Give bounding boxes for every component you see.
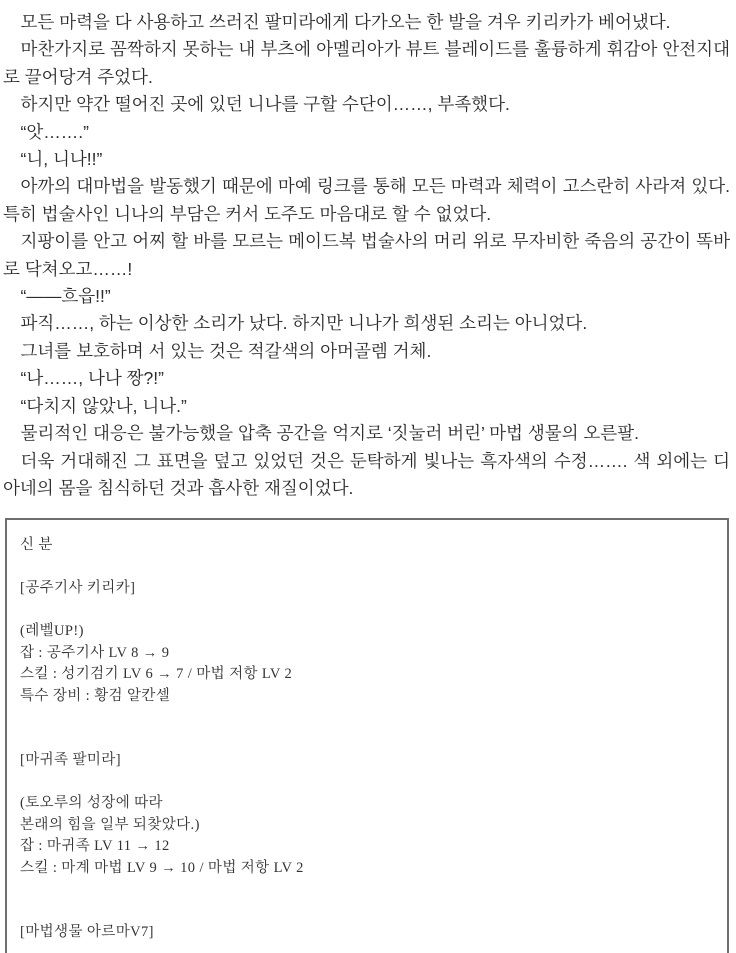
status-line-blank xyxy=(20,557,713,579)
status-line-blank xyxy=(20,772,713,794)
story-paragraph: 그녀를 보호하며 서 있는 것은 적갈색의 아머골렘 거체. xyxy=(20,340,432,361)
story-paragraph: “다치지 않았나, 니나.” xyxy=(20,395,187,416)
status-line-blank xyxy=(20,707,713,729)
status-skill-line: 스킬 : 성기검기 LV 6 → 7 / 마법 저항 LV 2 xyxy=(20,666,293,683)
story-paragraph: “니, 니나!!” xyxy=(20,149,103,170)
status-line-blank xyxy=(20,901,713,923)
story-paragraph: 파직……, 하는 이상한 소리가 났다. 하지만 니나가 희생된 소리는 아니었다. xyxy=(20,313,588,334)
status-skill-line: 스킬 : 마계 마법 LV 9 → 10 / 마법 저항 LV 2 xyxy=(20,859,304,876)
status-line-blank xyxy=(20,879,713,901)
story-paragraph: 마찬가지로 꼼짝하지 못하는 내 부츠에 아멜리아가 뷰트 블레이드를 훌륭하게 휘감아 안전지대로 끌어당겨 주었다. xyxy=(3,39,730,87)
status-levelup-note: (레벨UP!) xyxy=(20,623,84,640)
story-paragraph: 물리적인 대응은 불가능했을 압축 공간을 억지로 ‘짓눌러 버린’ 마법 생물의 오른팔. xyxy=(20,423,639,444)
status-line-blank xyxy=(20,600,713,622)
status-line-blank xyxy=(20,729,713,751)
story-paragraph: 모든 마력을 다 사용하고 쓰러진 팔미라에게 다가오는 한 발을 겨우 키리카가 베어냈다. xyxy=(20,12,671,32)
status-window xyxy=(5,518,729,953)
status-note-line: 본래의 힘을 일부 되찾았다.) xyxy=(20,816,200,833)
status-note-line: (토오루의 성장에 따라 xyxy=(20,795,163,812)
status-character-name: [마귀족 팔미라] xyxy=(20,752,121,769)
story-paragraph: 더욱 거대해진 그 표면을 덮고 있었던 것은 둔탁하게 빛나는 흑자색의 수정……. 색 외에는 디아네의 몸을 침식하던 것과 흡사한 재질이었다. xyxy=(3,450,730,498)
status-window-title: 신 분 xyxy=(20,537,53,554)
status-job-line: 잡 : 공주기사 LV 8 → 9 xyxy=(20,644,170,661)
status-character-name: [공주기사 키리카] xyxy=(20,580,136,597)
story-paragraph: 아까의 대마법을 발동했기 때문에 마예 링크를 통해 모든 마력과 체력이 고스란히 사라져 있다. 특히 법술사인 니나의 부담은 커서 도주도 마음대로 할 수 없었다. xyxy=(3,176,730,224)
story-paragraph: “나……, 나나 짱?!” xyxy=(20,368,164,389)
story-paragraph: 하지만 약간 떨어진 곳에 있던 니나를 구할 수단이……, 부족했다. xyxy=(20,94,510,115)
story-paragraph: 지팡이를 안고 어찌 할 바를 모르는 메이드복 법술사의 머리 위로 무자비한 죽음의 공간이 똑바로 닥쳐오고……! xyxy=(3,231,730,279)
status-equipment-line: 특수 장비 : 황검 알칸셀 xyxy=(20,687,171,704)
status-character-name: [마법생물 아르마V7] xyxy=(20,924,154,941)
story-paragraph: “앗…….” xyxy=(20,121,89,142)
status-job-line: 잡 : 마귀족 LV 11 → 12 xyxy=(20,838,170,855)
story-paragraph: “——흐읍!!” xyxy=(20,286,111,307)
